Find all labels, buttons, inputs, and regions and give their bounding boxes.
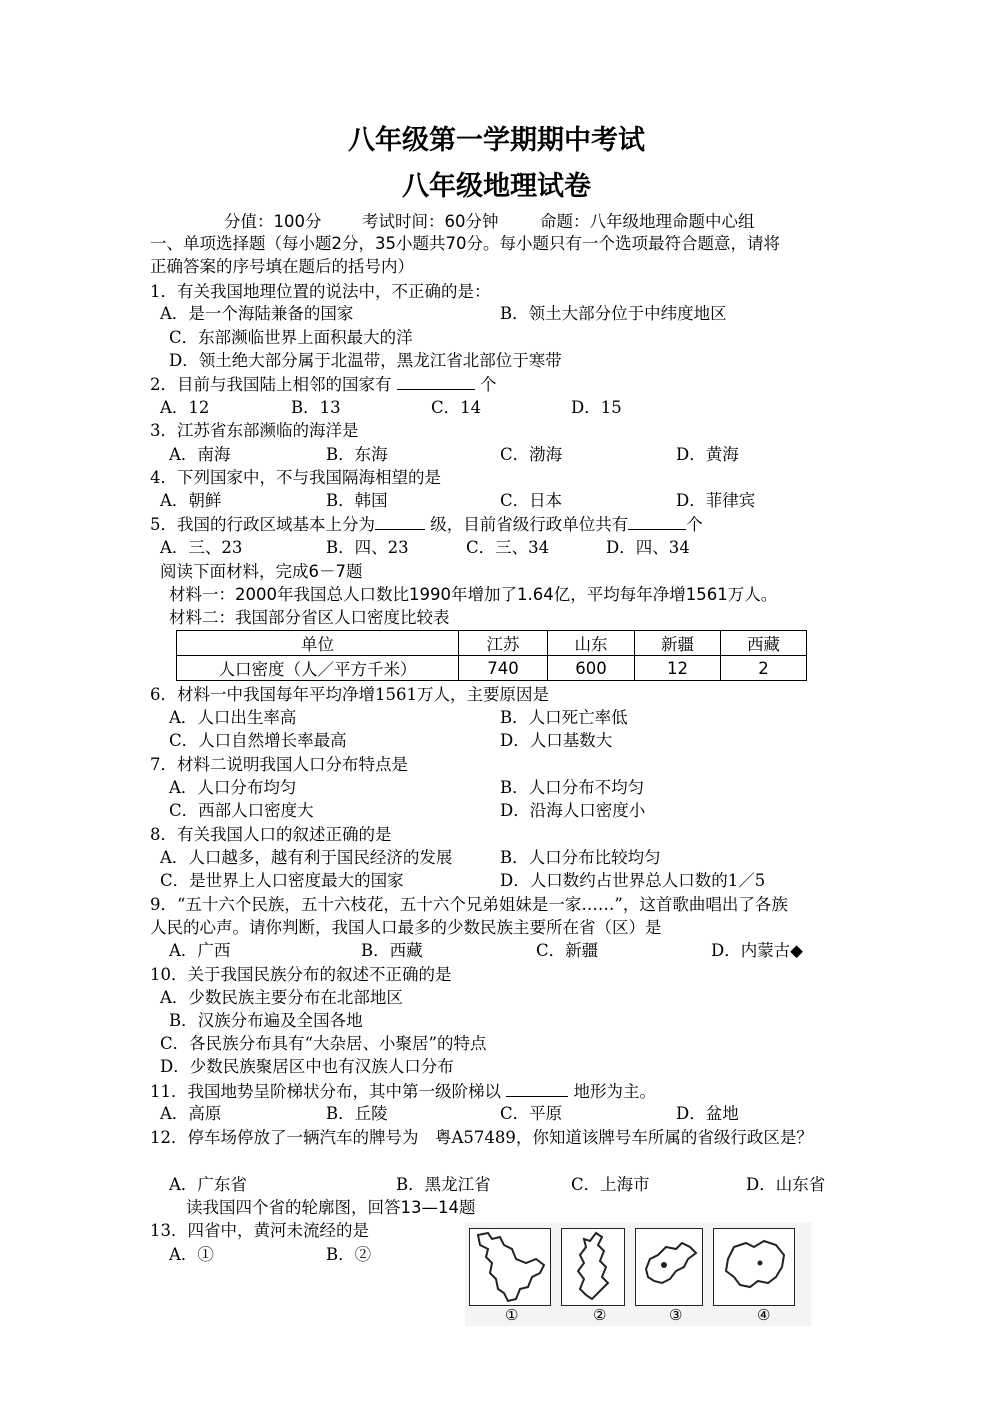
question-4-stem: 4．下列国家中，不与我国隔海相望的是 <box>150 468 441 487</box>
material-2: 材料二：我国部分省区人口密度比较表 <box>169 608 450 627</box>
q11-option-d: D．盆地 <box>676 1104 739 1123</box>
q4-option-b: B．韩国 <box>326 491 388 510</box>
q3-option-a: A．南海 <box>169 445 231 464</box>
q5-option-c: C．三、34 <box>466 538 550 557</box>
table-cell: 740 <box>459 656 548 681</box>
table-cell: 600 <box>548 656 635 681</box>
question-8-stem: 8．有关我国人口的叙述正确的是 <box>150 825 392 844</box>
q11-option-c: C．平原 <box>500 1104 563 1123</box>
table-header-cell: 单位 <box>177 631 459 656</box>
question-11-stem: 11．我国地势呈阶梯状分布，其中第一级阶梯以 地形为主。 <box>150 1082 656 1101</box>
question-13-stem: 13．四省中，黄河未流经的是 <box>150 1221 369 1240</box>
q11-option-a: A．高原 <box>160 1104 222 1123</box>
q8-option-c: C．是世界上人口密度最大的国家 <box>160 871 404 890</box>
q3-option-c: C．渤海 <box>500 445 563 464</box>
sichuan-outline-icon <box>714 1229 794 1305</box>
q10-option-d: D．少数民族聚居区中也有汉族人口分布 <box>160 1057 454 1076</box>
q7-option-b: B．人口分布不均匀 <box>500 778 645 797</box>
question-10-stem: 10．关于我国民族分布的叙述不正确的是 <box>150 965 452 984</box>
province-map-3 <box>635 1228 703 1306</box>
q4-option-a: A．朝鲜 <box>160 491 222 510</box>
q10-option-a: A．少数民族主要分布在北部地区 <box>160 988 403 1007</box>
map-label-1: ① <box>505 1306 519 1324</box>
q7-option-c: C．西部人口密度大 <box>169 801 314 820</box>
table-header-cell: 新疆 <box>635 631 721 656</box>
map-label-2: ② <box>593 1306 607 1324</box>
province-map-1 <box>469 1228 551 1306</box>
q5-option-a: A．三、23 <box>160 538 243 557</box>
q8-option-b: B．人口分布比较均匀 <box>500 848 661 867</box>
table-cell: 12 <box>635 656 721 681</box>
q2-option-c: C．14 <box>431 398 482 417</box>
q9-option-a: A．广西 <box>169 941 231 960</box>
q12-option-d: D．山东省 <box>746 1175 826 1194</box>
q1-option-a: A．是一个海陆兼备的国家 <box>160 304 354 323</box>
q9-option-b: B．西藏 <box>361 941 423 960</box>
question-9-stem: 9．“五十六个民族，五十六枝花，五十六个兄弟姐妹是一家……”，这首歌曲唱出了各族 <box>150 895 788 914</box>
q1-option-d: D．领土绝大部分属于北温带，黑龙江省北部位于寒带 <box>169 351 562 370</box>
q6-option-d: D．人口基数大 <box>500 731 613 750</box>
q1-option-b: B．领土大部分位于中纬度地区 <box>500 304 727 323</box>
map-label-4: ④ <box>757 1306 771 1324</box>
setter-info: 命题：八年级地理命题中心组 <box>540 212 755 231</box>
q7-option-d: D．沿海人口密度小 <box>500 801 646 820</box>
q6-option-b: B．人口死亡率低 <box>500 708 628 727</box>
q6-option-c: C．人口自然增长率最高 <box>169 731 347 750</box>
q8-option-d: D．人口数约占世界总人口数的1／5 <box>500 871 766 890</box>
q5-option-b: B．四、23 <box>326 538 409 557</box>
q2-option-a: A．12 <box>160 398 210 417</box>
time-info: 考试时间：60分钟 <box>362 212 499 231</box>
material-1: 材料一：2000年我国总人口数比1990年增加了1.64亿，平均每年净增1561万人。 <box>169 585 778 604</box>
q11-option-b: B．丘陵 <box>326 1104 388 1123</box>
reading-intro: 阅读下面材料，完成6－7题 <box>160 562 363 581</box>
q1-option-c: C．东部濒临世界上面积最大的洋 <box>169 328 413 347</box>
q13-option-a: A．① <box>169 1245 214 1264</box>
question-6-stem: 6．材料一中我国每年平均净增1561万人，主要原因是 <box>150 685 549 704</box>
heilongjiang-outline-icon <box>470 1229 550 1305</box>
table-cell: 2 <box>721 656 807 681</box>
answer-blank <box>375 513 425 530</box>
q4-option-d: D．菲律宾 <box>676 491 756 510</box>
section-heading: 一、单项选择题（每小题2分，35小题共70分。每小题只有一个选项最符合题意，请将 <box>150 234 780 253</box>
q13-option-b: B．② <box>326 1245 372 1264</box>
question-9-stem-cont: 人民的心声。请你判断，我国人口最多的少数民族主要所在省（区）是 <box>150 918 662 937</box>
table-row <box>177 656 807 681</box>
population-density-table <box>176 630 807 681</box>
q12-option-c: C．上海市 <box>571 1175 650 1194</box>
table-header-row <box>177 631 807 656</box>
shanxi-outline-icon <box>562 1229 624 1305</box>
province-outline-figure <box>465 1222 811 1326</box>
q2-option-d: D．15 <box>571 398 622 417</box>
q2-option-b: B．13 <box>291 398 341 417</box>
question-3-stem: 3．江苏省东部濒临的海洋是 <box>150 421 359 440</box>
table-header-cell: 江苏 <box>459 631 548 656</box>
paper-title: 八年级地理试卷 <box>402 171 591 202</box>
q12-option-a: A．广东省 <box>169 1175 247 1194</box>
question-7-stem: 7．材料二说明我国人口分布特点是 <box>150 755 408 774</box>
q8-option-a: A．人口越多，越有利于国民经济的发展 <box>160 848 453 867</box>
q7-option-a: A．人口分布均匀 <box>169 778 297 797</box>
question-5-stem: 5．我国的行政区域基本上分为 级，目前省级行政单位共有 个 <box>150 515 703 534</box>
q3-option-d: D．黄海 <box>676 445 739 464</box>
q6-option-a: A．人口出生率高 <box>169 708 297 727</box>
table-cell: 人口密度（人／平方千米） <box>177 656 459 681</box>
q12-option-b: B．黑龙江省 <box>396 1175 491 1194</box>
map-intro: 读我国四个省的轮廓图，回答13—14题 <box>186 1198 476 1217</box>
province-map-2 <box>561 1228 625 1306</box>
q10-option-c: C．各民族分布具有“大杂居、小聚居”的特点 <box>160 1034 487 1053</box>
question-2-stem: 2．目前与我国陆上相邻的国家有 个 <box>150 375 497 394</box>
question-1-stem: 1．有关我国地理位置的说法中，不正确的是： <box>150 282 491 301</box>
q9-option-c: C．新疆 <box>536 941 599 960</box>
map-label-3: ③ <box>669 1306 683 1324</box>
exam-title: 八年级第一学期期中考试 <box>348 125 645 156</box>
section-heading-cont: 正确答案的序号填在题后的括号内） <box>150 257 414 276</box>
answer-blank <box>397 373 475 390</box>
table-header-cell: 西藏 <box>721 631 807 656</box>
answer-blank <box>506 1080 568 1097</box>
shandong-outline-icon <box>636 1229 702 1305</box>
question-12-stem: 12．停车场停放了一辆汽车的牌号为 粤A57489，你知道该牌号车所属的省级行政区是？ <box>150 1128 813 1147</box>
q5-option-d: D．四、34 <box>606 538 690 557</box>
q3-option-b: B．东海 <box>326 445 388 464</box>
q10-option-b: B．汉族分布遍及全国各地 <box>169 1011 363 1030</box>
q4-option-c: C．日本 <box>500 491 563 510</box>
q9-option-d: D．内蒙古◆ <box>711 941 803 960</box>
answer-blank <box>628 513 686 530</box>
province-map-4 <box>713 1228 795 1306</box>
score-info: 分值：100分 <box>224 212 322 231</box>
table-header-cell: 山东 <box>548 631 635 656</box>
